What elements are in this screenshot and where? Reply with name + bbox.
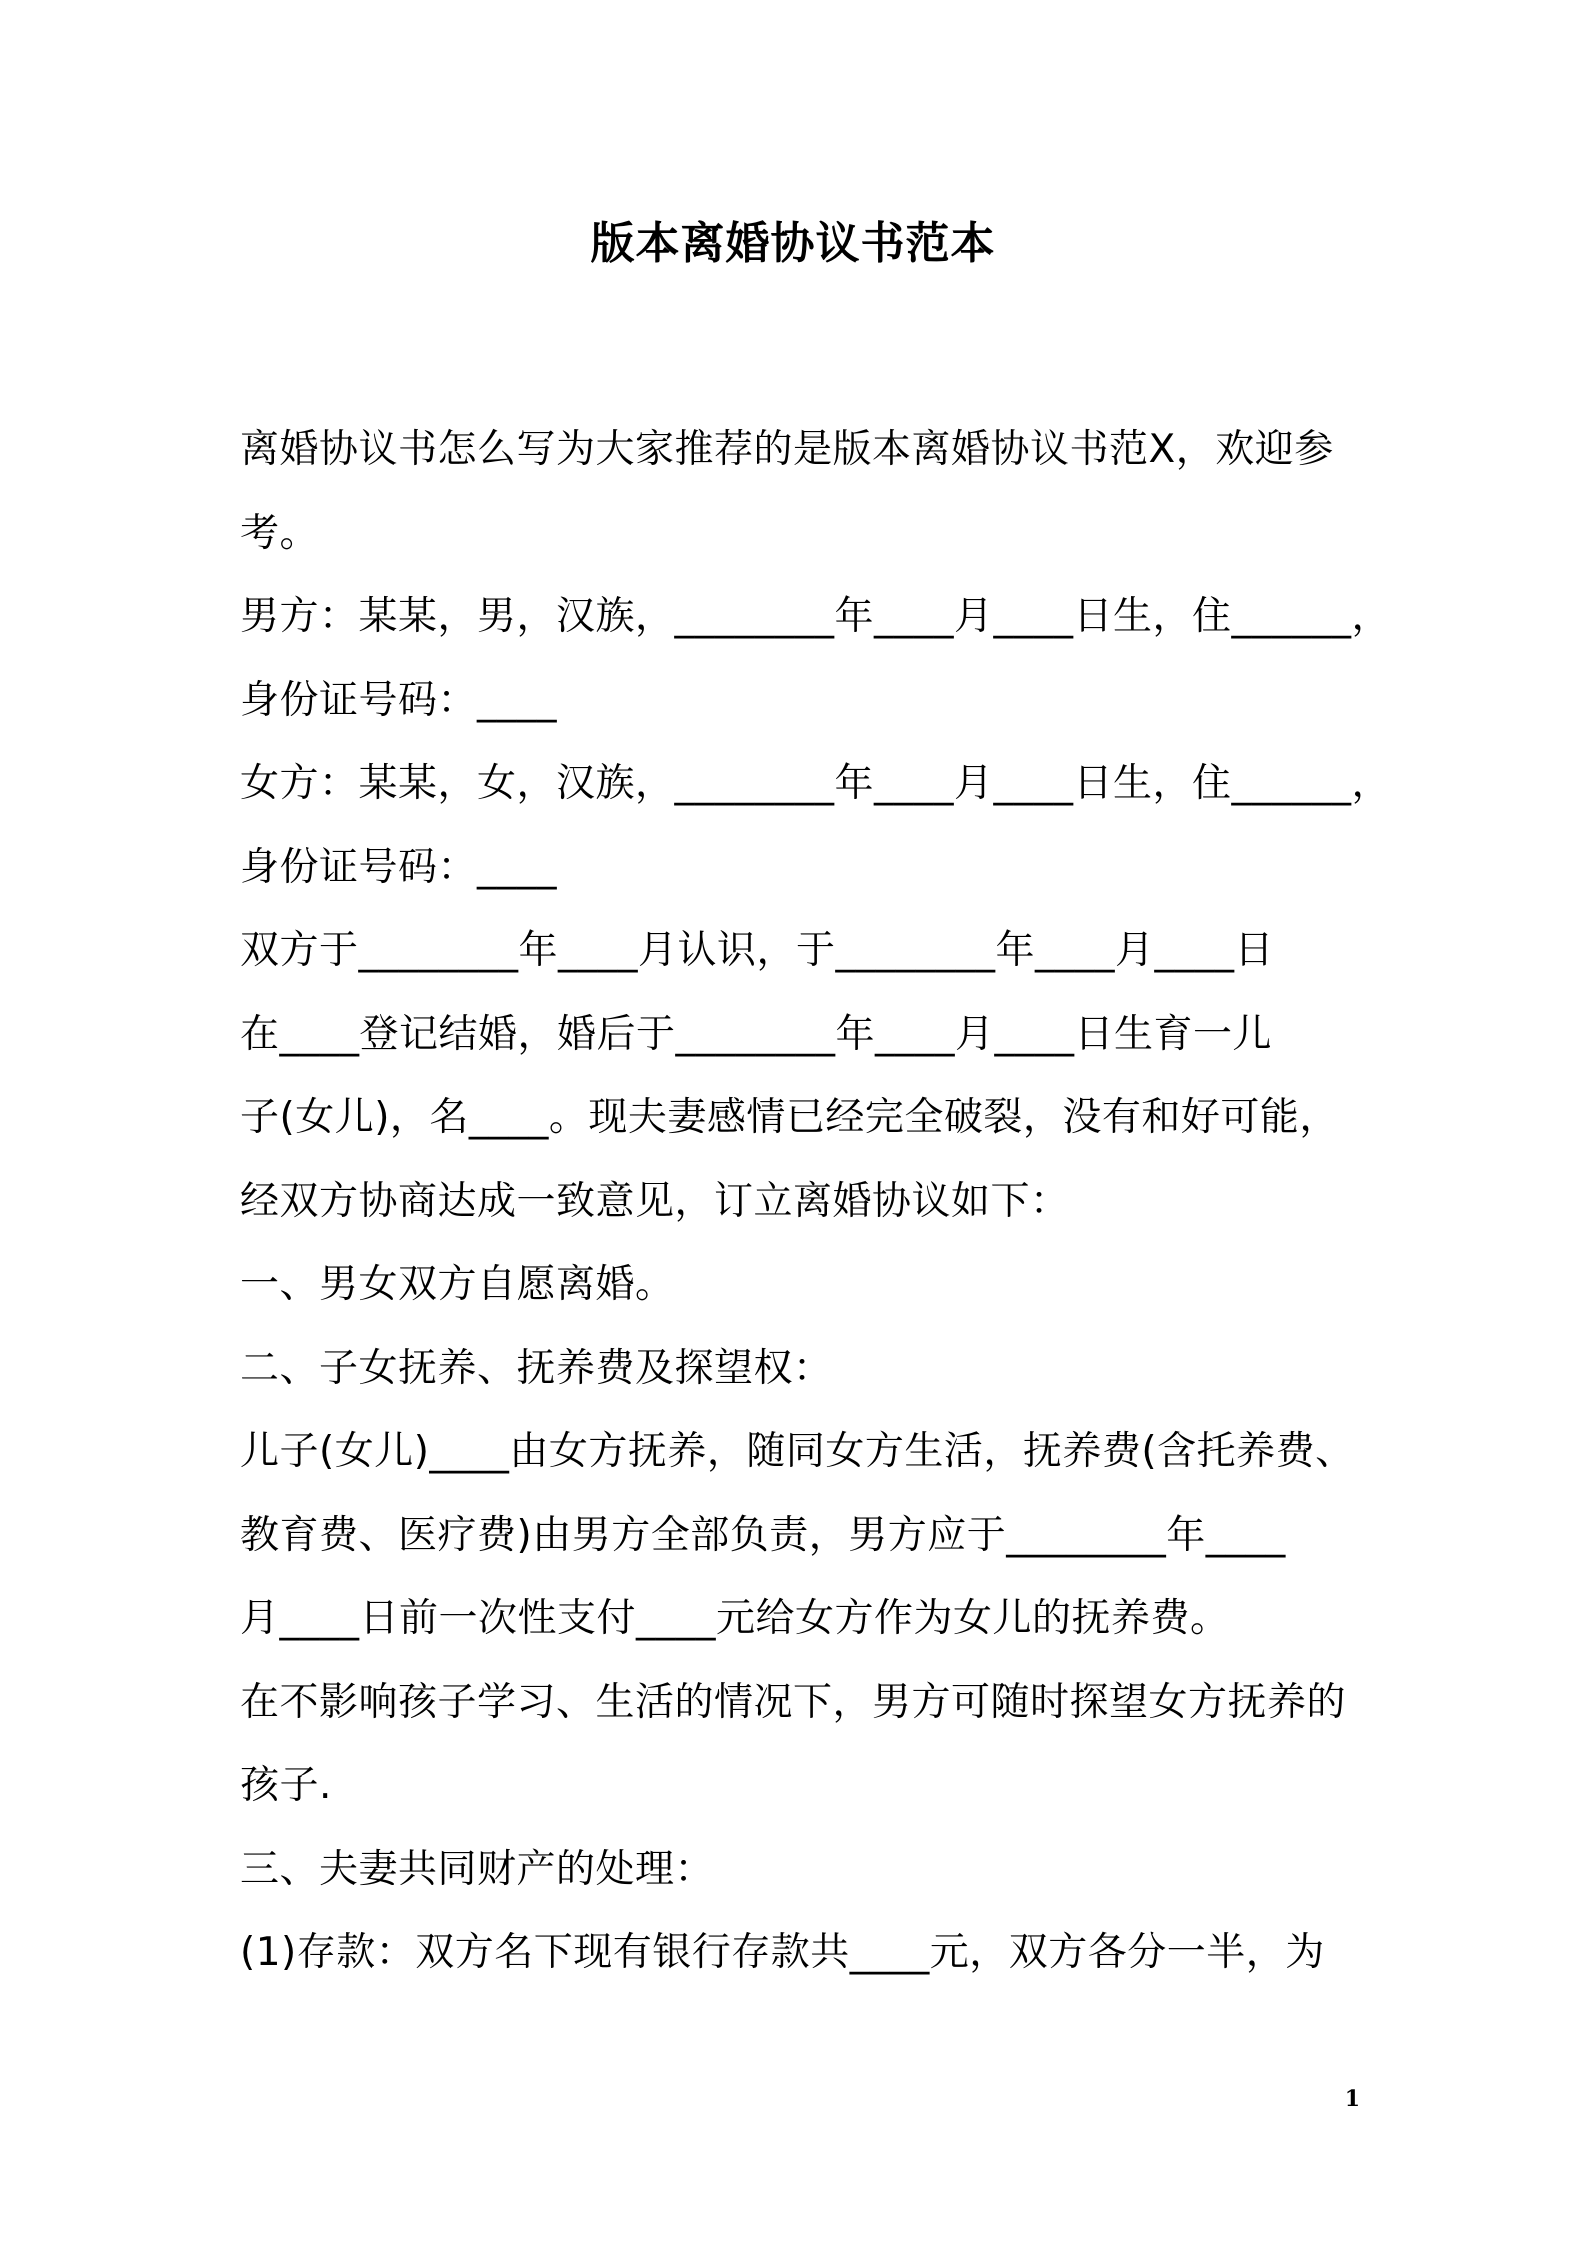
- paragraph-line: 考。: [240, 510, 320, 556]
- paragraph-line: 在____登记结婚，婚后于________年____月____日生育一儿: [240, 1011, 1273, 1057]
- paragraph-line: 儿子(女儿)____由女方抚养，随同女方生活，抚养费(含托养费、: [240, 1429, 1355, 1474]
- paragraph-line: 经双方协商达成一致意见，订立离婚协议如下：: [240, 1178, 1070, 1224]
- paragraph-line: 教育费、医疗费)由男方全部负责，男方应于________年____: [240, 1512, 1286, 1558]
- paragraph-line: 三、夫妻共同财产的处理：: [240, 1846, 715, 1892]
- paragraph-line: 子(女儿)，名____。现夫妻感情已经完全破裂，没有和好可能，: [240, 1095, 1339, 1140]
- paragraph-line: 双方于________年____月认识，于________年____月____日: [240, 928, 1275, 973]
- paragraph-line: 男方：某某，男，汉族，________年____月____日生，住______，: [240, 594, 1392, 639]
- paragraph-line: (1)存款：双方名下现有银行存款共____元，双方各分一半，为: [240, 1930, 1325, 1975]
- paragraph-line: 女方：某某，女，汉族，________年____月____日生，住______，: [240, 761, 1392, 806]
- document-title: 版本离婚协议书范本: [590, 218, 996, 269]
- paragraph-line: 在不影响孩子学习、生活的情况下，男方可随时探望女方抚养的: [240, 1679, 1347, 1725]
- paragraph-line: 离婚协议书怎么写为大家推荐的是版本离婚协议书范X，欢迎参: [240, 427, 1334, 472]
- paragraph-line: 身份证号码：____: [240, 677, 558, 723]
- document-body: [240, 408, 1392, 1995]
- paragraph-line: 一、男女双方自愿离婚。: [240, 1262, 675, 1307]
- paragraph-line: 二、子女抚养、抚养费及探望权：: [240, 1345, 833, 1391]
- paragraph-line: 月____日前一次性支付____元给女方作为女儿的抚养费。: [240, 1596, 1230, 1641]
- paragraph-line: 孩子.: [240, 1763, 332, 1808]
- page-number: 1: [1344, 2086, 1360, 2112]
- paragraph-line: 身份证号码：____: [240, 844, 558, 890]
